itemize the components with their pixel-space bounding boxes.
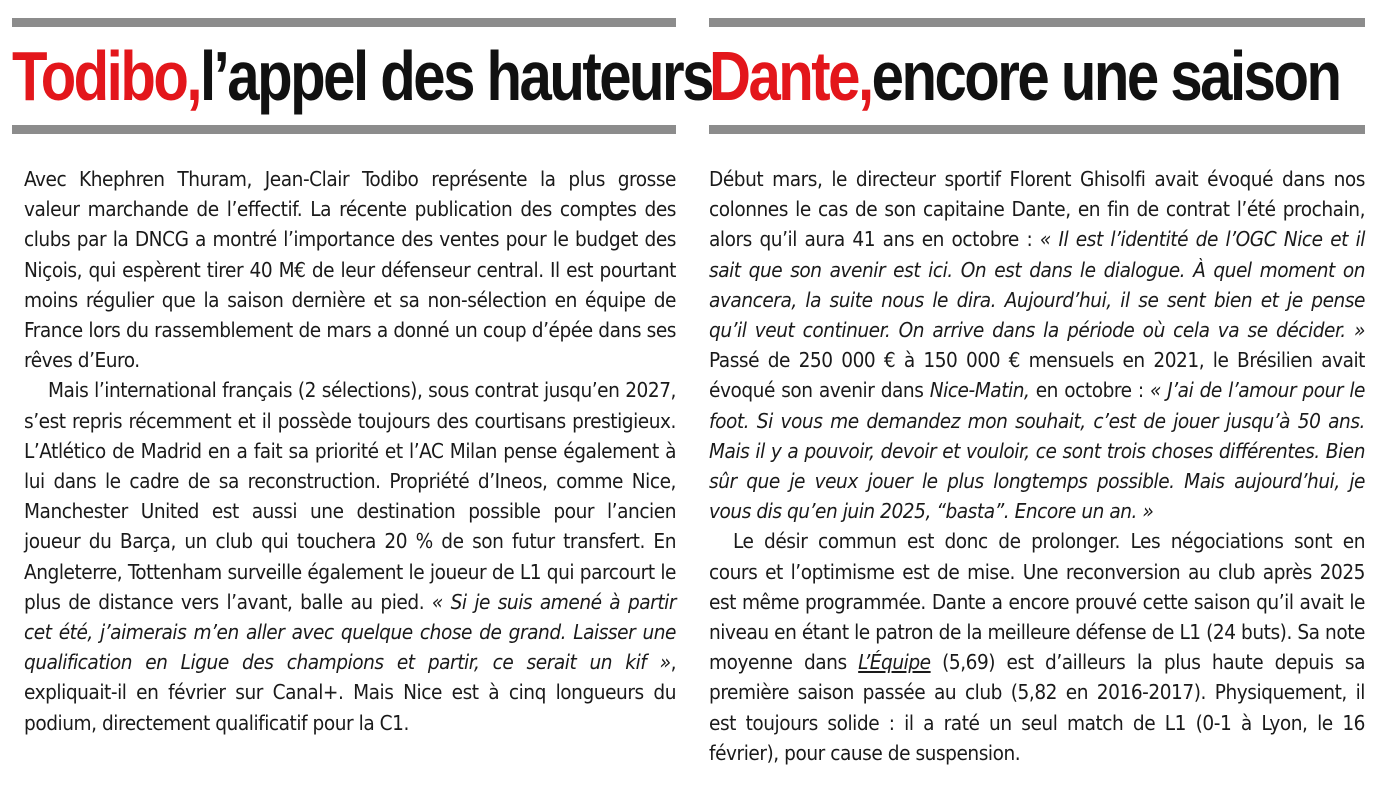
- quote-run: Nice-Matin,: [929, 378, 1030, 403]
- quote-run: « Si je suis amené à partir cet été, j’aimerais m’en aller avec quelque chose de grand. Laisser une qualification en Ligue des champions et partir, ce serait un kif »: [24, 589, 676, 675]
- article-paragraph: [24, 375, 676, 737]
- article-paragraph: [24, 164, 676, 375]
- text-run: en octobre :: [1029, 378, 1150, 403]
- bottom-divider: [12, 125, 676, 134]
- article-paragraph: [709, 164, 1365, 526]
- headline: [12, 27, 713, 125]
- text-run: Début mars, le directeur sportif Florent Ghisolfi avait évoqué dans nos colonnes le cas de son capitaine Dante, en fin de contrat l’été prochain, alors qu’il aura 41 ans en octobre :: [709, 167, 1365, 252]
- article-paragraph: [709, 526, 1365, 768]
- bottom-divider: [709, 125, 1365, 134]
- headline-name: Todibo,: [12, 37, 200, 115]
- article-body: [12, 164, 676, 738]
- article-todibo: [12, 0, 713, 738]
- quote-run: « Il est l’identité de l’OGC Nice et il sait que son avenir est ici. On est dans le dialogue. À quel moment on avancera, la suite nous le dira. Aujourd’hui, il se sent bien et je pense qu’il veut continuer. On arrive dans la période où cela va se décider. »: [709, 227, 1365, 343]
- quote-run: L’Équipe: [858, 650, 931, 675]
- headline-name: Dante,: [709, 37, 872, 115]
- text-run: (5,69) est d’ailleurs la plus haute depuis sa première saison passée au club (5,82 en 2016-2017). Physiquement, il est toujours solide : il a raté un seul match de L1 (0-1 à Lyon, le 16 février), pour cause de suspension.: [709, 650, 1365, 765]
- article-dante: [709, 0, 1365, 768]
- top-divider: [709, 18, 1365, 27]
- text-run: Passé de 250 000 € à 150 000 € mensuels en 2021, le Brésilien avait évoqué son avenir dans: [709, 348, 1365, 403]
- article-body: [709, 164, 1365, 768]
- text-run: , expliquait-il en février sur Canal+. Mais Nice est à cinq longueurs du podium, directement qualificatif pour la C1.: [24, 650, 676, 735]
- text-run: Avec Khephren Thuram, Jean-Clair Todibo représente la plus grosse valeur marchande de l’effectif. La récente publication des comptes des clubs par la DNCG a montré l’importance des ventes pour le budget des Niçois, qui espèrent tirer 40 M€ de leur défenseur central. Il est pourtant moins régulier que la saison dernière et sa non-sélection en équipe de France lors du rassemblement de mars a donné un coup d’épée dans ses rêves d’Euro.: [24, 167, 676, 373]
- headline: [709, 27, 1340, 125]
- headline-title: encore une saison: [871, 37, 1340, 115]
- headline-title: l’appel des hauteurs: [199, 37, 713, 115]
- text-run: Mais l’international français (2 sélections), sous contrat jusqu’en 2027, s’est repris récemment et il possède toujours des courtisans prestigieux. L’Atlético de Madrid en a fait sa priorité et l’AC Milan pense également à lui dans le cadre de sa reconstruction. Propriété d’Ineos, comme Nice, Manchester United est aussi une destination possible pour l’ancien joueur du Barça, un club qui touchera 20 % de son futur transfert. En Angleterre, Tottenham surveille également le joueur de L1 qui parcourt le plus de distance vers l’avant, balle au pied.: [24, 378, 676, 614]
- text-run: Le désir commun est donc de prolonger. Les négociations sont en cours et l’optimisme est de mise. Une reconversion au club après 2025 est même programmée. Dante a encore prouvé cette saison qu’il avait le niveau en étant le patron de la meilleure défense de L1 (24 buts). Sa note moyenne dans: [709, 529, 1365, 675]
- quote-run: « J’ai de l’amour pour le foot. Si vous me demandez mon souhait, c’est de jouer jusqu’à 50 ans. Mais il y a pouvoir, devoir et vouloir, ce sont trois choses différentes. Bien sûr que je veux jouer le plus longtemps possible. Mais aujourd’hui, je vous dis qu’en juin 2025, “basta”. Encore un an. »: [709, 378, 1365, 524]
- top-divider: [12, 18, 676, 27]
